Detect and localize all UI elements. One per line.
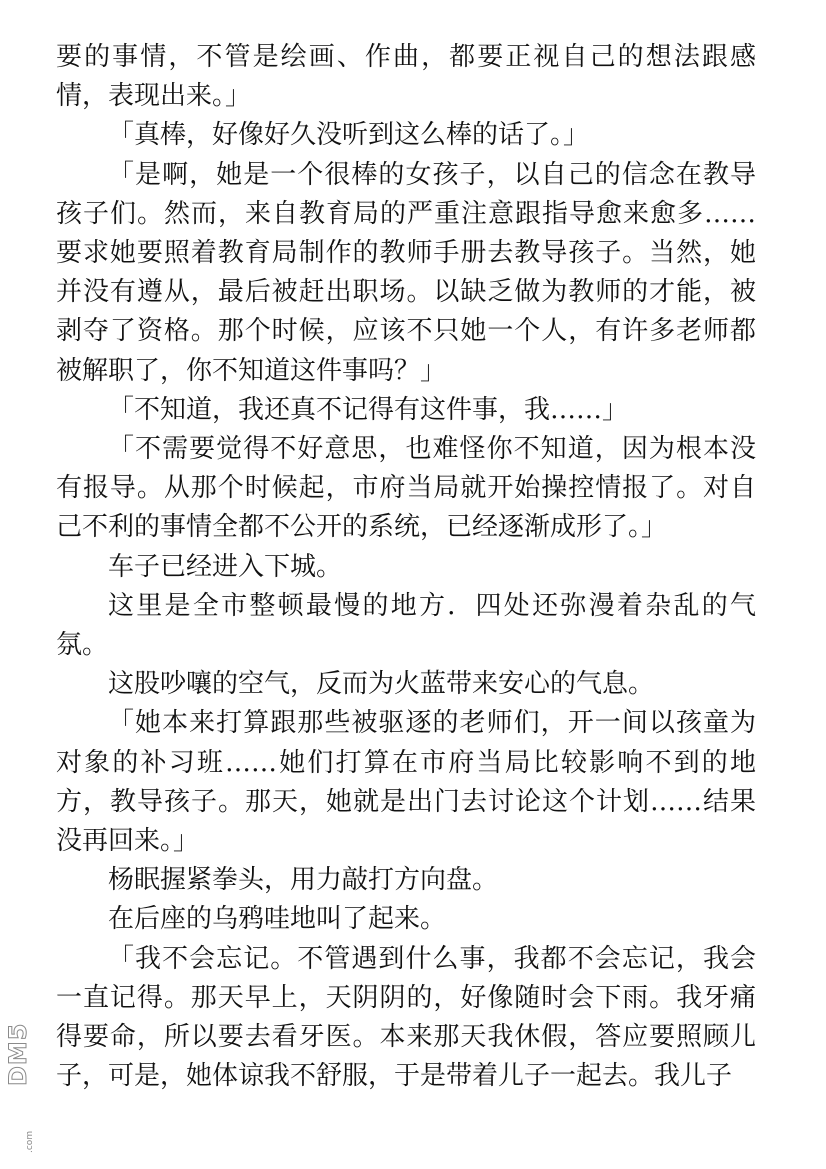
paragraph-2: 「真棒，好像好久没听到这么棒的话了。」 [108, 120, 590, 151]
watermark-brand: DM5 [4, 1022, 32, 1086]
paragraph-5: 「不需要觉得不好意思，也难怪你不知道，因为根本没有报导。从那个时候起，市府当局就开始操控情报了。对自己不利的事情全都不公开的系统，已经逐渐成形了。」 [56, 434, 756, 543]
paragraph-9: 「她本来打算跟那些被驱逐的老师们，开一间以孩童为对象的补习班……她们打算在市府当局比较影响不到的地方，教导孩子。那天，她就是出门去讨论这个计划……结果没再回来。」 [56, 708, 756, 857]
paragraph-1: 要的事情，不管是绘画、作曲，都要正视自己的想法跟感情，表现出来。」 [56, 42, 756, 112]
dm5-watermark [4, 1022, 40, 1158]
paragraph-12: 「我不会忘记。不管遇到什么事，我都不会忘记，我会一直记得。那天早上，天阴阴的，好像随时会下雨。我牙痛得要命，所以要去看牙医。本来那天我休假，答应要照顾儿子，可是，她体谅我不舒服，于是带着儿子一起去。我儿子 [56, 943, 756, 1092]
paragraph-6: 车子已经进入下城。 [108, 551, 343, 582]
paragraph-8: 这股吵嚷的空气，反而为火蓝带来安心的气息。 [108, 669, 655, 700]
paragraph-4: 「不知道，我还真不记得有这件事，我……」 [108, 394, 629, 425]
document-page [56, 38, 756, 1096]
paragraph-11: 在后座的乌鸦哇地叫了起来。 [108, 904, 447, 935]
paragraph-10: 杨眠握紧拳头，用力敲打方向盘。 [108, 865, 499, 896]
paragraph-3: 「是啊，她是一个很棒的女孩子，以自己的信念在教导孩子们。然而，来自教育局的严重注意跟指导愈来愈多……要求她要照着教育局制作的教师手册去教导孩子。当然，她并没有遵从，最后被赶出职场。以缺乏做为教师的才能，被剥夺了资格。那个时候，应该不只她一个人，有许多老师都被解职了，你不知道这件事吗？」 [56, 159, 756, 386]
watermark-domain: .com [25, 1130, 35, 1153]
paragraph-7: 这里是全市整顿最慢的地方．四处还弥漫着杂乱的气氛。 [56, 590, 756, 661]
